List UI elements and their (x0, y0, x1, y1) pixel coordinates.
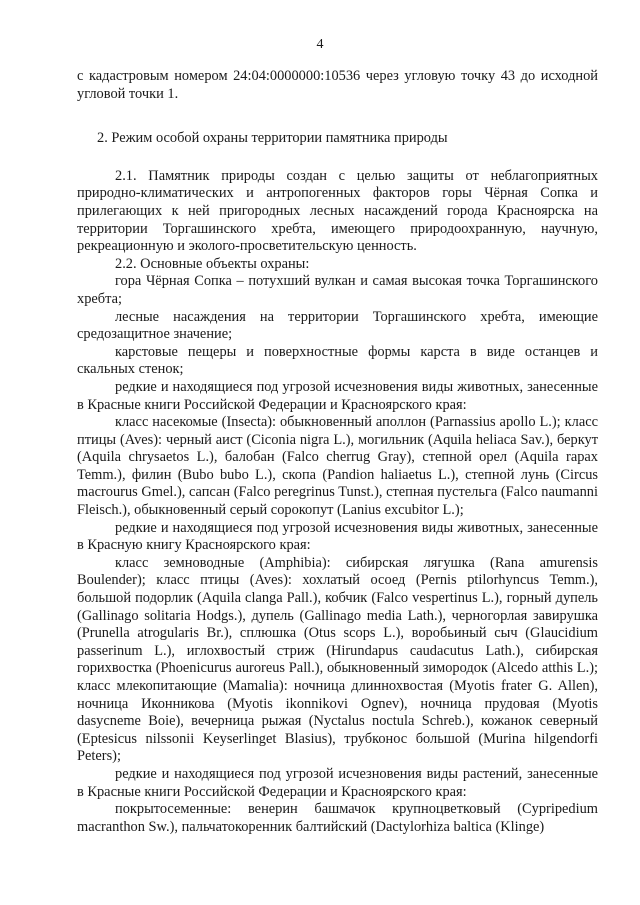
species-list-angiosperms: покрытосеменные: венерин башмачок крупноцветковый (Cypripedium macranthon Sw.), пальчатокоренник балтийский (Dactylorhiza baltica (Klinge) (77, 801, 598, 835)
paragraph-2-1: 2.1. Памятник природы создан с целью защиты от неблагоприятных природно-климатических и антропогенных факторов горы Чёрная Сопка и прилегающих к ней пригородных лесных насаждений города Красноярска на территории Торгашинского хребта, имеющего природоохранную, научную, рекреационную и эколого-просветительскую ценность. (77, 167, 598, 255)
list-item-karst: карстовые пещеры и поверхностные формы карста в виде останцев и скальных стенок; (77, 343, 598, 378)
list-item-rare-animals-federal: редкие и находящиеся под угрозой исчезновения виды животных, занесенные в Красные книги Российской Федерации и Красноярского края: (77, 378, 598, 413)
list-item-forest: лесные насаждения на территории Торгашинского хребта, имеющие средозащитное значение; (77, 308, 598, 343)
list-item-rare-plants: редкие и находящиеся под угрозой исчезновения виды растений, занесенные в Красные книги Российской Федерации и Красноярского края: (77, 765, 598, 800)
species-list-amphibians-birds-mammals: класс земноводные (Amphibia): сибирская лягушка (Rana amurensis Boulender); класс птицы (Aves): хохлатый осоед (Pernis ptilorhyncus Temm.), большой подорлик (Aquila clanga Pall.), кобчик (Falco vespertinus L.), горный дупель (Gallinago solitaria Hodgs.), дупель (Gallinago media Lath.), черногорлая завирушка (Prunella atrogularis Br.), сплюшка (Otus scops L.), воробьиный сыч (Glaucidium passerinum L.), иглохвостый стриж (Hirundapus caudacutus Lath.), сибирская горихвостка (Phoenicurus auroreus Pall.), обыкновенный зимородок (Alcedo atthis L.); класс млекопитающие (Mamalia): ночница длиннохвостая (Myotis frater G. Allen), ночница Иконникова (Myotis ikonnikovi Ognev), ночница прудовая (Myotis dasycneme Boie), вечерница рыжая (Nyctalus noctula Schreb.), кожанок северный (Eptesicus nilssonii Keyserlinget Blasius), трубконос большой (Murina hilgendorfi Peters); (77, 554, 598, 765)
paragraph-boundary-end: с кадастровым номером 24:04:0000000:10536 через угловую точку 43 до исходной угловой точки 1. (77, 68, 598, 102)
list-item-rare-animals-regional: редкие и находящиеся под угрозой исчезновения виды животных, занесенные в Красную книгу Красноярского края: (77, 519, 598, 554)
paragraph-2-2: 2.2. Основные объекты охраны: (115, 255, 310, 272)
document-body (77, 68, 598, 836)
page-number: 4 (316, 37, 324, 52)
list-item-volcano: гора Чёрная Сопка – потухший вулкан и самая высокая точка Торгашинского хребта; (77, 273, 598, 307)
section-heading: 2. Режим особой охраны территории памятника природы (97, 130, 448, 147)
species-list-insects-birds: класс насекомые (Insecta): обыкновенный аполлон (Parnassius apollo L.); класс птицы (Aves): черный аист (Ciconia nigra L.), могильник (Aquila heliaca Sav.), беркут (Aquila chrysaetos L.), балобан (Falco cherrug Gray), степной орел (Aquila rapax Temm.), филин (Bubo bubo L.), скопа (Pandion haliaetus L.), степной лунь (Circus macrourus Gmel.), сапсан (Falco peregrinus Tunst.), степная пустельга (Falco naumanni Fleisch.), обыкновенный серый сорокопут (Lanius excubitor L.); (77, 414, 598, 519)
